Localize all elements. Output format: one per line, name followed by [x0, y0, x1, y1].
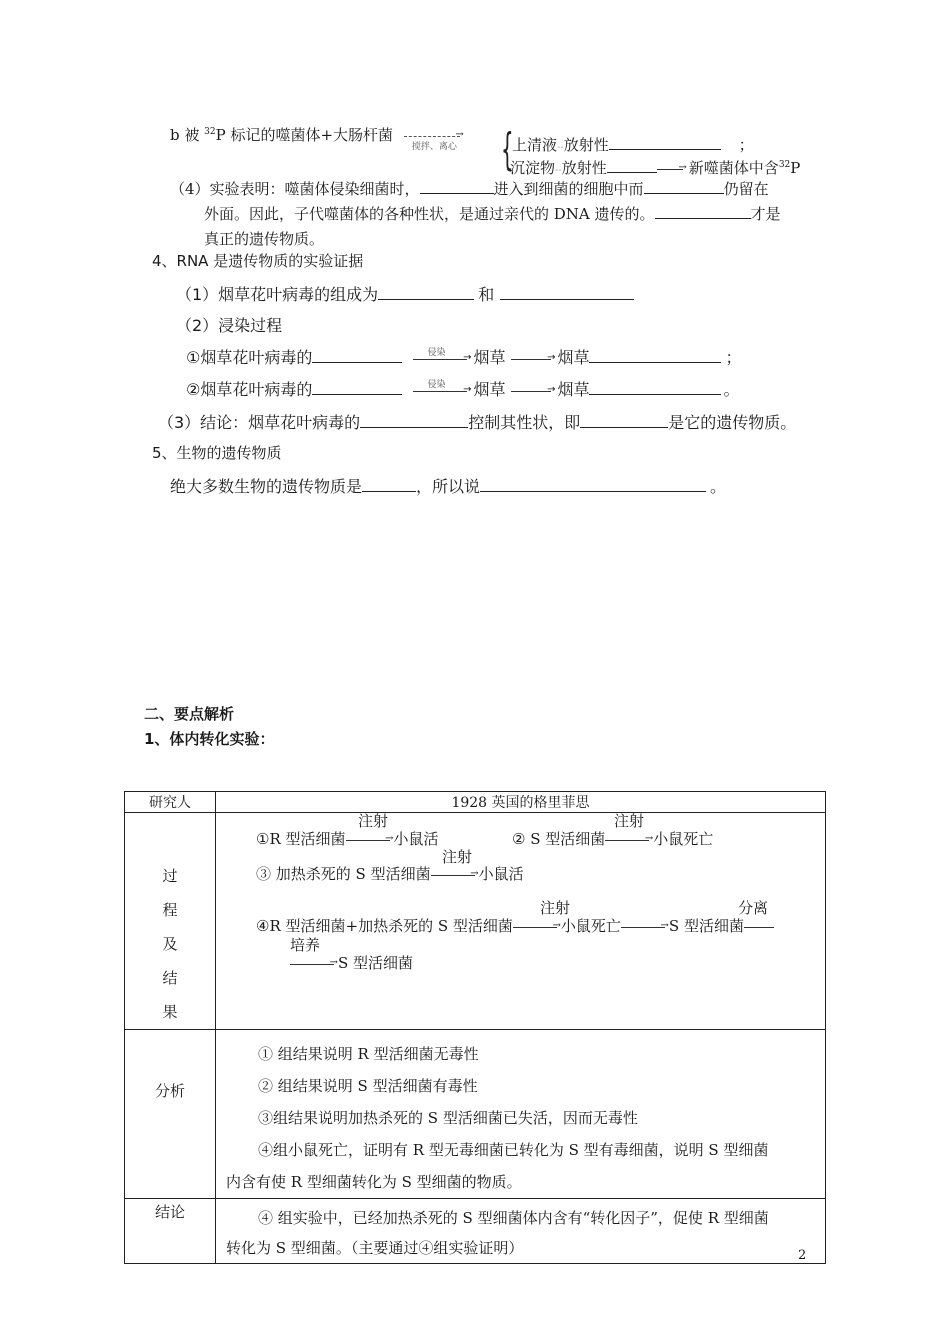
r4-a: ④R 型活细菌+加热杀死的 S 型活细菌	[256, 917, 513, 935]
blank	[312, 380, 402, 395]
blank	[644, 179, 724, 194]
step2-b: 烟草	[473, 380, 506, 399]
exp4-b: 进入到细菌的细胞中而	[493, 180, 644, 198]
b-line	[170, 124, 464, 152]
process-char: 过	[162, 867, 178, 885]
exp4-a: （4）实验表明：噬菌体侵染细菌时，	[170, 180, 420, 198]
process-char: 及	[162, 935, 178, 953]
infect-arrow-icon: → 侵染	[413, 390, 467, 392]
r4-d: S 型活细菌	[338, 954, 414, 972]
lower-sup: 32	[778, 160, 791, 170]
conclusion-text: ④ 组实验中，已经加热杀死的 S 型细菌体内含有“转化因子”，促使 R 型细菌	[258, 1209, 769, 1227]
arrow-icon: →	[290, 963, 334, 965]
blank	[500, 285, 634, 300]
rna-item2: （2）浸染过程	[176, 316, 283, 335]
process-char: 果	[162, 1003, 178, 1021]
b-sup: 32	[204, 127, 216, 137]
analysis-label: 分析	[154, 1082, 185, 1100]
blank	[655, 204, 751, 219]
r3-a: ③ 加热杀死的 S 型活细菌	[256, 865, 431, 883]
rna-step1	[186, 345, 742, 368]
blank	[609, 135, 721, 150]
r1-b: 小鼠活	[393, 830, 439, 848]
arrow-line-icon	[744, 926, 774, 928]
r3-b: 小鼠活	[478, 865, 524, 883]
rna-item1-b: 和	[478, 285, 495, 304]
rna-item3	[158, 410, 796, 433]
arrow-icon: →	[657, 168, 683, 170]
brace-icon: {	[501, 124, 514, 175]
blank	[362, 477, 416, 492]
r2-b: 小鼠死亡	[653, 830, 714, 848]
arrow-icon: →	[621, 926, 665, 928]
arrow-icon: →	[346, 839, 390, 841]
researcher-label: 研究人	[125, 792, 216, 813]
step1-c: 烟草	[557, 348, 590, 367]
blank	[607, 158, 657, 173]
blank	[580, 413, 668, 428]
table-row	[125, 792, 826, 813]
arrow-icon: →	[513, 926, 557, 928]
stir-label: 搅拌、离心	[411, 142, 457, 152]
page-number: 2	[798, 1248, 807, 1263]
line5-end: 。	[710, 477, 727, 496]
exp4-line2-a: 外面。因此，子代噬菌体的各种性状，是通过亲代的 DNA 遗传的。	[204, 205, 655, 223]
process-label-cell	[125, 813, 216, 1030]
step2-end: 。	[723, 380, 740, 399]
exp4-line1	[170, 178, 769, 199]
section-subtitle: 1、体内转化实验：	[144, 730, 275, 748]
inject-label: 注射	[540, 899, 571, 917]
analysis-item: ② 组结果说明 S 型活细菌有毒性	[258, 1077, 478, 1095]
item3-a: （3）结论：烟草花叶病毒的	[158, 413, 361, 432]
item3-b: 控制其性状，即	[468, 413, 581, 432]
exp4-c: 仍留在	[723, 180, 769, 198]
stir-arrow: → 搅拌、离心	[404, 135, 460, 137]
exp4-line3: 真正的遗传物质。	[204, 230, 325, 248]
researcher-value: 1928 英国的格里菲思	[216, 792, 826, 813]
inject-label: 注射	[442, 848, 473, 866]
table-row	[125, 813, 826, 1030]
result-row-1	[256, 828, 439, 849]
conclusion-cell	[216, 1199, 826, 1264]
step2-a: ②烟草花叶病毒的	[186, 380, 313, 399]
heading5: 5、生物的遗传物质	[152, 444, 282, 462]
analysis-item: ④组小鼠死亡，证明有 R 型无毒细菌已转化为 S 型有毒细菌，说明 S 型细菌	[258, 1141, 769, 1159]
blank	[420, 179, 494, 194]
analysis-item: ③组结果说明加热杀死的 S 型活细菌已失活，因而无毒性	[258, 1109, 638, 1127]
arrow-icon: →	[605, 839, 649, 841]
lower-label: 沉淀物	[510, 159, 556, 177]
line5-a: 绝大多数生物的遗传物质是	[170, 477, 363, 496]
process-char: 结	[162, 969, 178, 987]
blank	[589, 348, 721, 363]
r1-a: ①R 型活细菌	[256, 830, 346, 848]
process-char: 程	[162, 901, 178, 919]
blank	[589, 380, 721, 395]
result-row-2	[512, 828, 713, 849]
r2-a: ② S 型活细菌	[512, 830, 606, 848]
conclusion-text: 转化为 S 型细菌。（主要通过④组实验证明）	[226, 1239, 524, 1257]
item3-c: 是它的遗传物质。	[668, 413, 797, 432]
analysis-item: 内含有使 R 型细菌转化为 S 型细菌的物质。	[226, 1173, 522, 1191]
process-label	[125, 813, 215, 1029]
analysis-label-cell	[125, 1030, 216, 1199]
inject-label: 注射	[614, 812, 645, 830]
r4-b: 小鼠死亡	[560, 917, 621, 935]
step1-end: ；	[725, 348, 742, 367]
step1-a: ①烟草花叶病毒的	[186, 348, 313, 367]
upper-label: 上清液	[512, 136, 558, 154]
exp4-line2-b: 才是	[750, 205, 781, 223]
result-row-3	[256, 863, 524, 884]
step1-b: 烟草	[473, 348, 506, 367]
upper-radio: 放射性	[563, 136, 609, 154]
r4-c: S 型活细菌	[668, 917, 744, 935]
arrow-icon: →	[511, 358, 551, 360]
result-row-4b	[290, 952, 413, 973]
analysis-cell	[216, 1030, 826, 1199]
arrow-icon: →	[511, 390, 551, 392]
experiment-table	[124, 791, 826, 1264]
result-row-4	[256, 915, 774, 936]
culture-label: 培养	[290, 936, 321, 954]
conclusion-label: 结论	[154, 1203, 185, 1221]
rna-item1	[176, 282, 634, 305]
infect-arrow-icon: → 侵染	[413, 358, 467, 360]
inject-label: 注射	[358, 812, 389, 830]
line5-b: ，所以说	[416, 477, 481, 496]
upper-line: 上清液--放射性 ；	[512, 136, 754, 154]
upper-end: ；	[738, 136, 754, 154]
lower-p: P	[790, 159, 801, 177]
conclusion-label-cell	[125, 1199, 216, 1264]
lower-radio: 放射性	[561, 159, 607, 177]
rna-heading: 4、RNA 是遗传物质的实验证据	[152, 252, 364, 270]
section-title: 二、要点解析	[144, 705, 235, 723]
b-prefix: b 被	[170, 126, 205, 144]
step2-c: 烟草	[557, 380, 590, 399]
process-cell	[216, 813, 826, 1030]
blank	[378, 285, 474, 300]
arrow-icon: →	[431, 874, 475, 876]
table-row	[125, 1199, 826, 1264]
lower-phage: 新噬菌体中含	[688, 159, 779, 177]
rna-step2	[186, 377, 740, 400]
rna-item1-a: （1）烟草花叶病毒的组成为	[176, 285, 379, 304]
lower-line: 沉淀物--放射性 → 新噬菌体中含$^{32}$P	[510, 159, 801, 177]
blank	[312, 348, 402, 363]
blank	[360, 413, 468, 428]
analysis-item: ① 组结果说明 R 型活细菌无毒性	[258, 1045, 479, 1063]
blank	[480, 477, 706, 492]
b-rest: P 标记的噬菌体+大肠杆菌	[215, 126, 394, 144]
exp4-line2	[204, 203, 781, 224]
table-row	[125, 1030, 826, 1199]
line5	[170, 474, 726, 497]
separate-label: 分离	[738, 899, 769, 917]
